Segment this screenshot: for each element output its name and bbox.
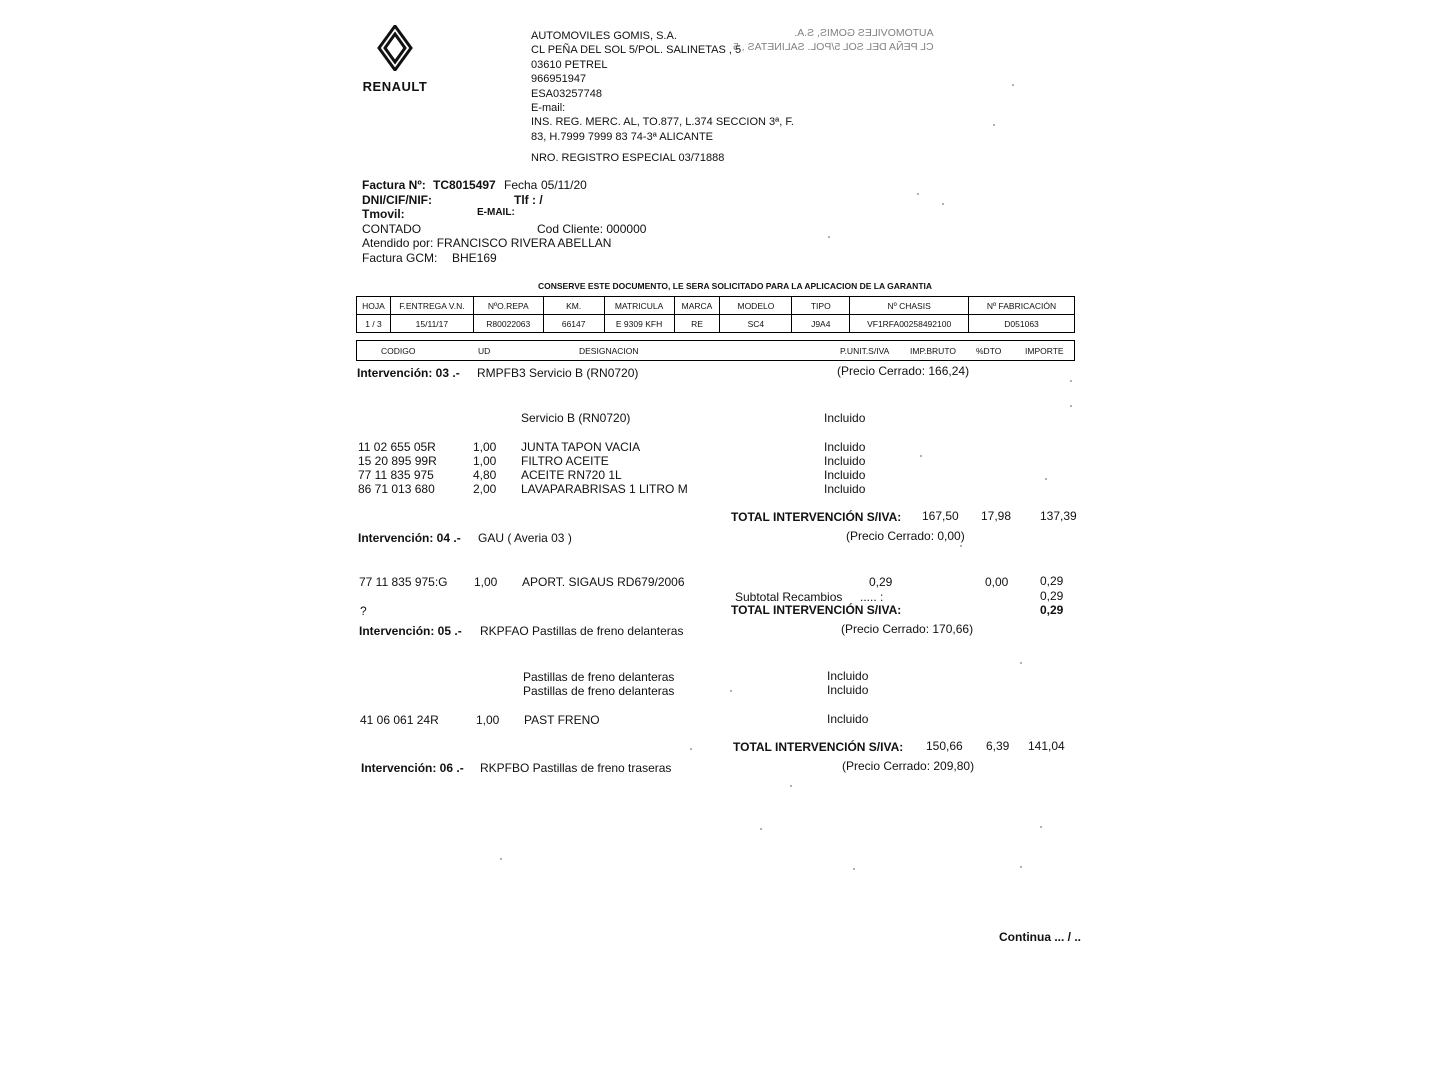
company-line: E-mail:: [531, 102, 566, 115]
col-impbruto: IMP.BRUTO: [910, 346, 956, 356]
intervention-label: Intervención: 06 .-: [361, 761, 464, 775]
subtotal-dots: ..... :: [860, 590, 884, 604]
item-qty: 1,00: [473, 454, 497, 468]
speck: [828, 236, 830, 238]
intervention-05-total-bruto: 150,66: [926, 739, 963, 753]
sub-desc: Pastillas de freno delanteras: [523, 684, 675, 698]
intervention-03-total-importe: 137,39: [1040, 509, 1077, 523]
speck: [1070, 405, 1072, 407]
line-items-header: [356, 340, 1075, 361]
td-marca: RE: [674, 315, 720, 333]
intervention-03-total-bruto: 167,50: [922, 509, 959, 523]
item-qty: 1,00: [474, 575, 498, 589]
item-qty: 2,00: [473, 482, 497, 496]
th-tipo: TIPO: [792, 297, 850, 315]
intervention-05-total-importe: 141,04: [1028, 739, 1065, 753]
item-dto: 0,00: [985, 575, 1009, 589]
item-code: 77 11 835 975:G: [359, 575, 448, 589]
intervention-03-header: [357, 366, 639, 380]
item-status: Incluido: [824, 454, 866, 468]
item-desc: ACEITE RN720 1L: [521, 468, 622, 482]
intervention-04-header: [358, 531, 572, 545]
col-ud: UD: [478, 346, 491, 356]
td-hoja: 1 / 3: [357, 315, 391, 333]
intervention-label: Intervención: 05 .-: [359, 624, 462, 638]
speck: [790, 785, 792, 787]
item-status: Incluido: [824, 440, 866, 454]
cod-cliente: Cod Cliente: 000000: [537, 221, 647, 236]
company-line: 83, H.7999 7999 83 74-3ª ALICANTE: [531, 130, 714, 143]
intervention-04-total-label: TOTAL INTERVENCIÓN S/IVA:: [731, 603, 902, 617]
email-label: E-MAIL:: [477, 207, 515, 219]
item-code: 41 06 061 24R: [360, 713, 439, 727]
intervention-05-total-label: TOTAL INTERVENCIÓN S/IVA:: [733, 740, 904, 754]
intervention-03-total-dto: 17,98: [981, 509, 1012, 523]
td-km: 66147: [543, 315, 604, 333]
intervention-desc: RMPFB3 Servicio B (RN0720): [477, 366, 639, 380]
item-importe: 0,29: [1040, 574, 1064, 588]
item-qty: 1,00: [473, 440, 497, 454]
th-fabricacion: Nº FABRICACIÓN: [969, 297, 1075, 315]
factura-number: TC8015497: [433, 178, 496, 192]
tlf-label: Tlf : /: [514, 192, 543, 207]
col-importe: IMPORTE: [1025, 346, 1064, 356]
col-dto: %DTO: [976, 346, 1002, 356]
renault-logo: [355, 25, 435, 95]
gcm-value: BHE169: [452, 250, 497, 265]
warranty-note: CONSERVE ESTE DOCUMENTO, LE SERA SOLICITADO PARA LA APLICACION DE LA GARANTIA: [538, 281, 933, 291]
gcm-label: Factura GCM:: [362, 250, 438, 265]
service-desc: Servicio B (RN0720): [521, 411, 631, 425]
item-code: 86 71 013 680: [358, 482, 435, 496]
th-chasis: Nº CHASIS: [850, 297, 969, 315]
td-fentrega: 15/11/17: [390, 315, 473, 333]
td-chasis: VF1RFA00258492100: [850, 315, 969, 333]
subtotal-label: Subtotal Recambios: [735, 590, 843, 604]
speck: [1040, 826, 1042, 828]
td-fabricacion: D051063: [969, 315, 1075, 333]
td-matricula: E 9309 KFH: [604, 315, 674, 333]
registro-especial: NRO. REGISTRO ESPECIAL 03/71888: [531, 152, 725, 164]
atendido-por: Atendido por: FRANCISCO RIVERA ABELLAN: [362, 236, 612, 251]
th-hoja: HOJA: [357, 297, 391, 315]
speck: [1020, 866, 1022, 868]
dni-label: DNI/CIF/NIF:: [362, 192, 432, 207]
intervention-06-header: [361, 761, 672, 775]
speck: [1012, 84, 1014, 86]
renault-diamond-icon: [377, 25, 413, 71]
intervention-04-precio: (Precio Cerrado: 0,00): [846, 529, 965, 543]
speck: [853, 868, 855, 870]
speck: [1020, 662, 1022, 664]
item-status: Incluido: [824, 468, 866, 482]
payment-type: CONTADO: [362, 221, 422, 236]
tmovil-label: Tmovil:: [362, 207, 405, 222]
th-fentrega: F.ENTREGA V.N.: [390, 297, 473, 315]
th-modelo: MODELO: [720, 297, 792, 315]
td-modelo: SC4: [720, 315, 792, 333]
item-desc: LAVAPARABRISAS 1 LITRO M: [521, 482, 688, 496]
item-status: Incluido: [827, 712, 869, 726]
intervention-05-total-dto: 6,39: [986, 739, 1010, 753]
intervention-03-total-label: TOTAL INTERVENCIÓN S/IVA:: [731, 510, 902, 524]
intervention-05-header: [359, 624, 684, 638]
intervention-04-total-importe: 0,29: [1040, 603, 1064, 617]
factura-label: Factura Nº:: [362, 178, 426, 192]
intervention-desc: RKPFBO Pastillas de freno traseras: [480, 761, 672, 775]
company-line: INS. REG. MERC. AL, TO.877, L.374 SECCION 3ª, F.: [531, 116, 794, 129]
company-line: ESA03257748: [531, 87, 602, 100]
company-line: AUTOMOVILES GOMIS, S.A.: [531, 30, 677, 42]
item-code: 77 11 835 975: [358, 468, 434, 482]
fecha-value: 05/11/20: [541, 178, 587, 192]
intervention-label: Intervención: 04 .-: [358, 531, 461, 545]
intervention-desc: GAU ( Averia 03 ): [478, 531, 572, 545]
continua-note: Continua ... / ..: [999, 930, 1081, 944]
th-orepa: NºO.REPA: [473, 297, 543, 315]
company-line: 03610 PETREL: [531, 58, 608, 71]
question-mark: ?: [360, 604, 367, 618]
col-designacion: DESIGNACION: [579, 346, 639, 356]
col-codigo: CODIGO: [381, 346, 416, 356]
bleed-through-imprint: [733, 26, 934, 55]
intervention-05-precio: (Precio Cerrado: 170,66): [841, 622, 974, 636]
item-code: 11 02 655 05R: [358, 440, 436, 454]
company-line: 966951947: [531, 73, 587, 86]
speck: [960, 545, 962, 547]
item-status: Incluido: [824, 482, 866, 496]
sub-status: Incluido: [827, 683, 869, 697]
th-matricula: MATRICULA: [604, 297, 674, 315]
speck: [1045, 478, 1047, 480]
item-code: 15 20 895 99R: [358, 454, 437, 468]
item-desc: FILTRO ACEITE: [521, 454, 609, 468]
item-punit: 0,29: [869, 575, 893, 589]
item-desc: APORT. SIGAUS RD679/2006: [522, 575, 685, 589]
speck: [942, 203, 944, 205]
item-qty: 1,00: [476, 713, 500, 727]
th-marca: MARCA: [674, 297, 720, 315]
speck: [993, 124, 995, 126]
bleed-line: AUTOMOVILES GOMIS, S.A.: [794, 27, 934, 39]
speck: [1070, 380, 1072, 382]
vehicle-table-row: [357, 315, 1075, 333]
bleed-line: CL PEÑA DEL SOL 5/POL. SALINETAS , 5: [733, 41, 934, 54]
intervention-desc: RKPFAO Pastillas de freno delanteras: [480, 624, 684, 638]
speck: [690, 748, 692, 750]
speck: [730, 690, 732, 692]
speck: [917, 193, 919, 195]
sub-status: Incluido: [827, 669, 869, 683]
speck: [760, 828, 762, 830]
speck: [500, 858, 502, 860]
td-tipo: J9A4: [792, 315, 850, 333]
fecha-label: Fecha: [504, 178, 538, 192]
service-status: Incluido: [824, 411, 866, 425]
subtotal-value: 0,29: [1040, 589, 1064, 603]
item-desc: PAST FRENO: [524, 713, 600, 727]
vehicle-table-header: [357, 297, 1075, 315]
speck: [920, 455, 922, 457]
th-km: KM.: [543, 297, 604, 315]
item-qty: 4,80: [473, 468, 497, 482]
intervention-03-precio: (Precio Cerrado: 166,24): [837, 364, 970, 378]
sub-desc: Pastillas de freno delanteras: [523, 670, 675, 684]
item-desc: JUNTA TAPON VACIA: [521, 440, 641, 454]
col-punit: P.UNIT.S/IVA: [840, 346, 890, 356]
vehicle-table: [356, 296, 1075, 333]
logo-text: RENAULT: [362, 79, 428, 94]
intervention-06-precio: (Precio Cerrado: 209,80): [842, 759, 975, 773]
company-line: CL PEÑA DEL SOL 5/POL. SALINETAS , 5: [531, 44, 742, 57]
intervention-label: Intervención: 03 .-: [357, 366, 460, 380]
td-orepa: R80022063: [473, 315, 543, 333]
